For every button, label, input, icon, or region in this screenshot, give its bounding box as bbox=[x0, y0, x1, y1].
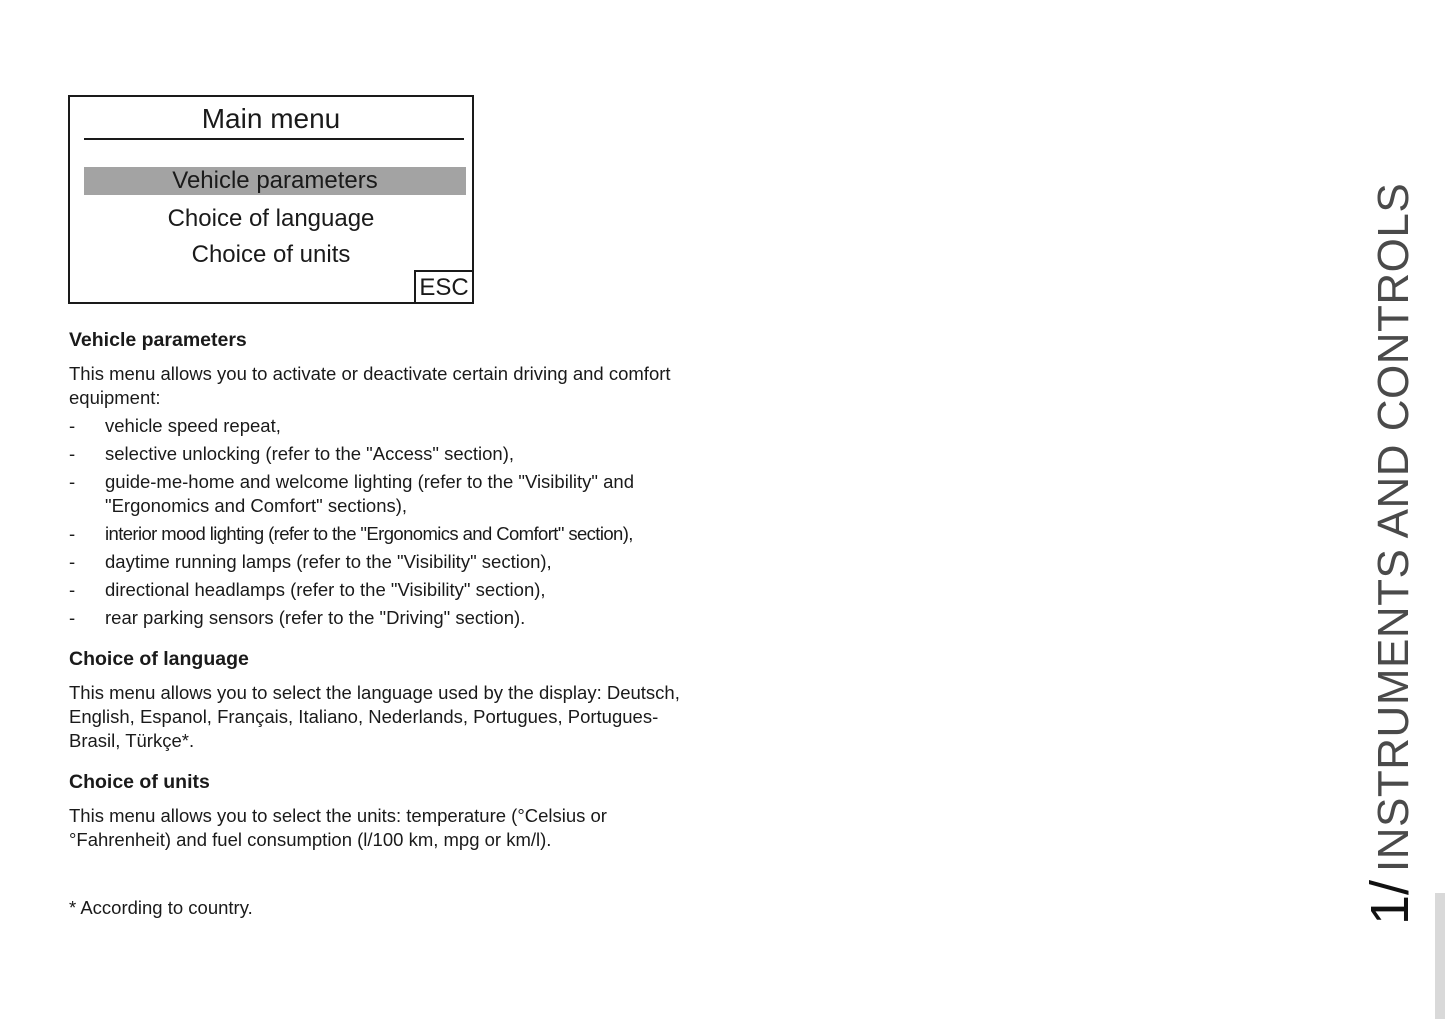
footnote: * According to country. bbox=[69, 897, 253, 918]
list-item bbox=[69, 414, 689, 438]
list-item-text: vehicle speed repeat, bbox=[105, 415, 281, 436]
menu-item-choice-of-language[interactable]: Choice of language bbox=[167, 205, 375, 232]
list-item bbox=[69, 606, 689, 630]
list-item-text: guide-me-home and welcome lighting (refer to the "Visibility" and "Ergonomics and Comfort" sections), bbox=[105, 471, 635, 516]
screen-title-divider bbox=[84, 138, 464, 140]
bullet-dash: - bbox=[69, 523, 75, 544]
bullet-dash: - bbox=[69, 415, 76, 436]
list-item-text: rear parking sensors (refer to the "Driving" section). bbox=[105, 607, 526, 628]
screen-title: Main menu bbox=[201, 103, 341, 134]
choice-of-language-heading: Choice of language bbox=[69, 648, 249, 670]
list-item-text: daytime running lamps (refer to the "Visibility" section), bbox=[105, 551, 552, 572]
choice-of-language-text: This menu allows you to select the language used by the display: Deutsch, English, Espanol, Français, Italiano, Nederlands, Portugues, Portugues-Brasil, Türkçe*. bbox=[69, 682, 680, 751]
list-item-text: directional headlamps (refer to the "Visibility" section), bbox=[105, 579, 546, 600]
list-item bbox=[69, 578, 689, 602]
bullet-dash: - bbox=[69, 607, 76, 628]
esc-button[interactable]: ESC bbox=[414, 270, 474, 304]
manual-content bbox=[69, 328, 689, 852]
choice-of-units-text: This menu allows you to select the units: temperature (°Celsius or °Fahrenheit) and fuel consumption (l/100 km, mpg or km/l). bbox=[69, 805, 607, 850]
list-item-text: selective unlocking (refer to the "Access" section), bbox=[105, 443, 515, 464]
page-edge-tab bbox=[1435, 893, 1445, 1019]
bullet-dash: - bbox=[69, 579, 76, 600]
bullet-dash: - bbox=[69, 443, 76, 464]
menu-item-vehicle-parameters[interactable]: Vehicle parameters bbox=[84, 167, 466, 195]
choice-of-units-heading: Choice of units bbox=[69, 771, 210, 793]
chapter-banner bbox=[1360, 182, 1420, 925]
menu-item-choice-of-units[interactable]: Choice of units bbox=[191, 241, 351, 268]
bullet-dash: - bbox=[69, 551, 76, 572]
list-item-text: interior mood lighting (refer to the "Ergonomics and Comfort" section), bbox=[105, 523, 633, 544]
chapter-title: INSTRUMENTS AND CONTROLS bbox=[1369, 182, 1418, 872]
main-menu-screen bbox=[68, 95, 474, 304]
vehicle-parameters-heading: Vehicle parameters bbox=[69, 329, 247, 351]
bullet-dash: - bbox=[69, 471, 76, 492]
vehicle-parameters-list bbox=[69, 414, 689, 630]
chapter-number: 1/ bbox=[1360, 879, 1420, 925]
chapter-banner-text bbox=[1360, 182, 1420, 925]
list-item bbox=[69, 550, 689, 574]
list-item bbox=[69, 470, 689, 518]
list-item bbox=[69, 522, 689, 546]
vehicle-parameters-intro: This menu allows you to activate or deactivate certain driving and comfort equipment: bbox=[69, 363, 671, 408]
list-item bbox=[69, 442, 689, 466]
